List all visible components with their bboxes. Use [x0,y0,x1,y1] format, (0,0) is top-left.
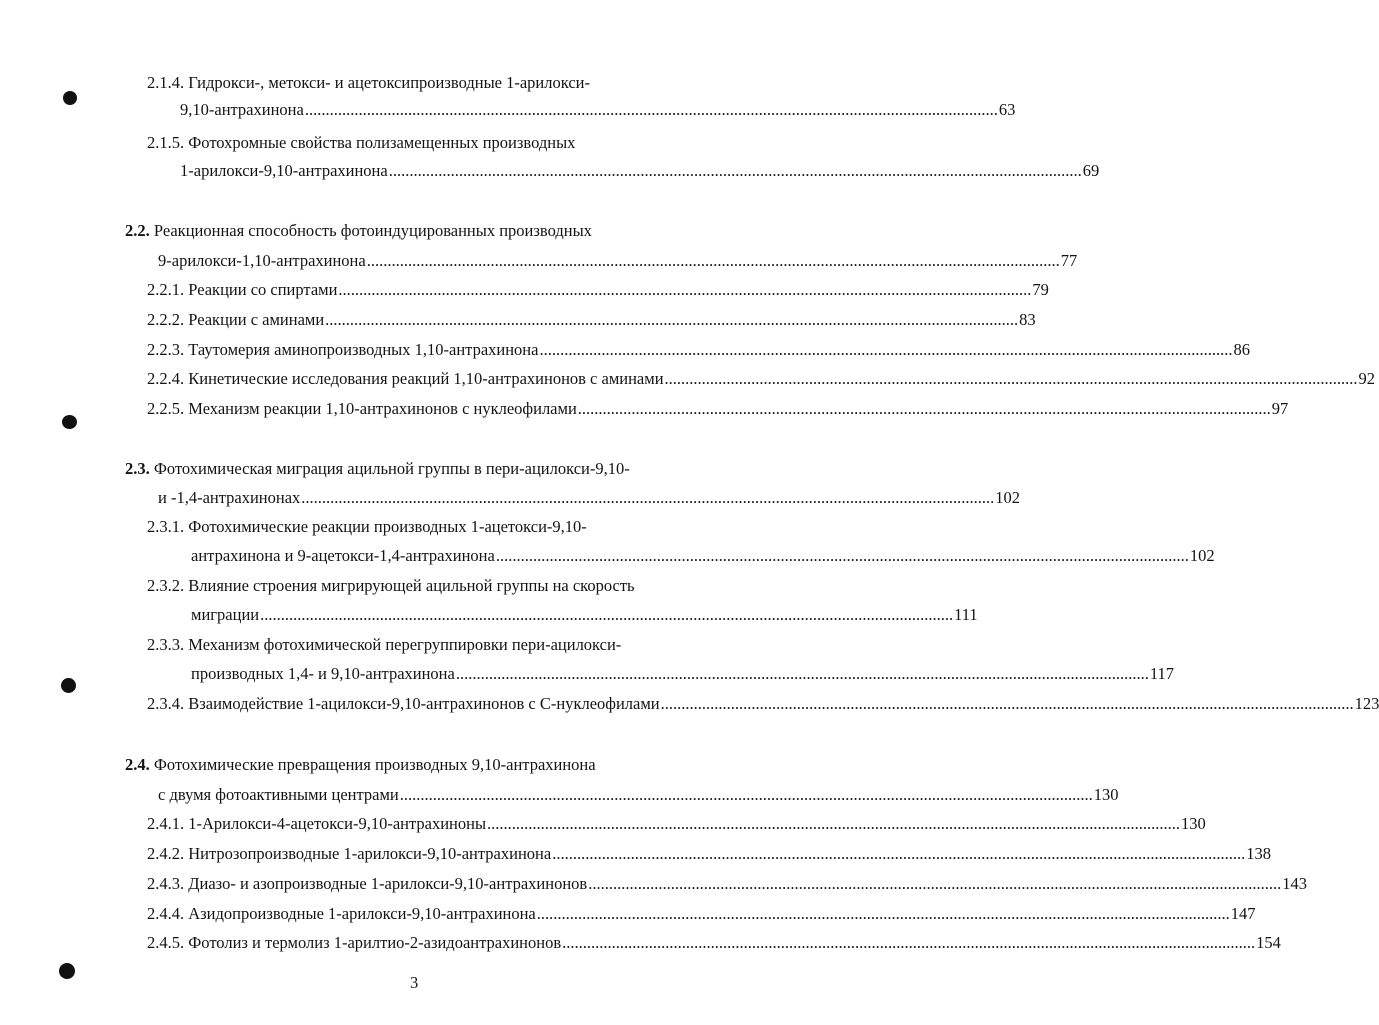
toc-entry-2-4-4 [147,904,1256,924]
dot-leader: ........................................................................................................................................................................ [366,251,1060,270]
toc-page-number: 86 [1233,340,1250,359]
toc-page-number: 123 [1354,694,1379,713]
toc-entry-title: 2.4.3. Диазо- и азопроизводные 1-арилокси-9,10-антрахинонов [147,874,588,893]
dot-leader: ........................................................................................................................................................................ [536,904,1230,923]
toc-entry-title: 2.3.4. Взаимодействие 1-ацилокси-9,10-антрахинонов с С-нуклеофилами [147,694,660,713]
toc-entry-title: 9,10-антрахинона [180,100,304,119]
dot-leader: ........................................................................................................................................................................ [664,369,1358,388]
binder-hole-mark [59,963,75,979]
toc-page-number: 143 [1282,874,1307,893]
dot-leader: ........................................................................................................................................................................ [495,546,1189,565]
toc-entry-2-2-5 [147,399,1289,419]
dot-leader: ........................................................................................................................................................................ [552,844,1246,863]
dot-leader: ........................................................................................................................................................................ [301,488,995,507]
toc-page-number: 77 [1060,251,1078,270]
section-number: 2.3. [125,459,150,478]
toc-page-number: 117 [1149,664,1174,683]
binder-hole-mark [61,678,76,693]
toc-entry-title: производных 1,4- и 9,10-антрахинона [191,664,455,683]
toc-section-2-2-line1 [125,221,592,241]
toc-entry-title: 2.2.4. Кинетические исследования реакций 1,10-антрахинонов с аминами [147,369,664,388]
toc-section-2-3-line2 [158,488,1021,508]
toc-entry-title: 2.4.2. Нитрозопроизводные 1-арилокси-9,10-антрахинона [147,844,552,863]
dot-leader: ........................................................................................................................................................................ [487,814,1181,833]
toc-entry-2-4-1 [147,814,1206,834]
section-number: 2.4. [125,755,150,774]
binder-hole-mark [63,91,77,105]
toc-entry-title: 1-арилокси-9,10-антрахинона [180,161,388,180]
toc-entry-2-3-4 [147,694,1379,714]
toc-entry-2-4-3 [147,874,1307,894]
toc-entry-title: 2.4.4. Азидопроизводные 1-арилокси-9,10-антрахинона [147,904,536,923]
toc-entry-2-3-3-line2 [191,664,1174,684]
toc-entry-title: 2.2.5. Механизм реакции 1,10-антрахинонов с нуклеофилами [147,399,577,418]
binder-hole-mark [62,415,77,429]
page-number: 3 [410,973,419,992]
dot-leader: ........................................................................................................................................................................ [539,340,1233,359]
dot-leader: ........................................................................................................................................................................ [260,605,954,624]
dot-leader: ........................................................................................................................................................................ [455,664,1149,683]
toc-entry-2-2-2 [147,310,1036,330]
toc-section-2-2-line2 [158,251,1078,271]
toc-page-number: 92 [1358,369,1376,388]
toc-page-number: 69 [1082,161,1100,180]
toc-page-number: 154 [1256,933,1281,952]
toc-entry-title: 2.4.5. Фотолиз и термолиз 1-арилтио-2-азидоантрахинонов [147,933,562,952]
toc-entry-2-1-4-line2 [180,100,1016,120]
toc-entry-2-3-2-line1: 2.3.2. Влияние строения мигрирующей ацильной группы на скорость [147,576,635,595]
dot-leader: ........................................................................................................................................................................ [577,399,1271,418]
toc-entry-title: миграции [191,605,260,624]
toc-page-number: 147 [1230,904,1256,923]
toc-entry-2-2-1 [147,280,1049,300]
toc-entry-2-4-5 [147,933,1281,953]
toc-entry-2-2-3 [147,340,1250,360]
toc-entry-2-2-4 [147,369,1376,389]
toc-entry-2-4-2 [147,844,1271,864]
toc-entry-title: и -1,4-антрахинонах [158,488,301,507]
toc-entry-2-3-1-line1: 2.3.1. Фотохимические реакции производных 1-ацетокси-9,10- [147,517,587,536]
section-title: Реакционная способность фотоиндуцированных производных [153,221,592,240]
dot-leader: ........................................................................................................................................................................ [304,100,998,119]
toc-entry-title: 2.2.3. Таутомерия аминопроизводных 1,10-антрахинона [147,340,539,359]
toc-entry-title: с двумя фотоактивными центрами [158,785,399,804]
toc-entry-title: 2.2.1. Реакции со спиртами [147,280,338,299]
toc-entry-title: 2.2.2. Реакции с аминами [147,310,325,329]
toc-entry-2-1-5-line1: 2.1.5. Фотохромные свойства полизамещенных производных [147,133,576,152]
toc-page-number: 138 [1246,844,1271,863]
toc-page-number: 63 [998,100,1016,119]
toc-section-2-4-line1 [125,755,596,775]
toc-entry-2-3-1-line2 [191,546,1215,566]
dot-leader: ........................................................................................................................................................................ [325,310,1019,329]
dot-leader: ........................................................................................................................................................................ [388,161,1082,180]
toc-entry-2-1-5-line2 [180,161,1100,181]
toc-page-number: 97 [1271,399,1289,418]
toc-section-2-4-line2 [158,785,1119,805]
section-title: Фотохимические превращения производных 9,10-антрахинона [153,755,596,774]
dot-leader: ........................................................................................................................................................................ [338,280,1032,299]
toc-entry-2-3-2-line2 [191,605,978,625]
dot-leader: ........................................................................................................................................................................ [588,874,1282,893]
toc-page-number: 102 [1189,546,1215,565]
toc-page-number: 130 [1181,814,1206,833]
toc-page-number: 102 [995,488,1021,507]
toc-entry-2-3-3-line1: 2.3.3. Механизм фотохимической перегруппировки пери-ацилокси- [147,635,622,654]
section-number: 2.2. [125,221,150,240]
dot-leader: ........................................................................................................................................................................ [399,785,1093,804]
toc-entry-2-1-4-line1: 2.1.4. Гидрокси-, метокси- и ацетоксипроизводные 1-арилокси- [147,73,590,92]
toc-page-number: 111 [954,605,978,624]
toc-page-number: 130 [1093,785,1119,804]
toc-entry-title: антрахинона и 9-ацетокси-1,4-антрахинона [191,546,495,565]
section-title: Фотохимическая миграция ацильной группы в пери-ацилокси-9,10- [153,459,630,478]
dot-leader: ........................................................................................................................................................................ [562,933,1256,952]
dot-leader: ........................................................................................................................................................................ [660,694,1354,713]
toc-section-2-3-line1 [125,459,630,479]
toc-entry-title: 9-арилокси-1,10-антрахинона [158,251,366,270]
toc-entry-title: 2.4.1. 1-Арилокси-4-ацетокси-9,10-антрахиноны [147,814,487,833]
toc-page-number: 83 [1019,310,1036,329]
toc-page-number: 79 [1032,280,1049,299]
